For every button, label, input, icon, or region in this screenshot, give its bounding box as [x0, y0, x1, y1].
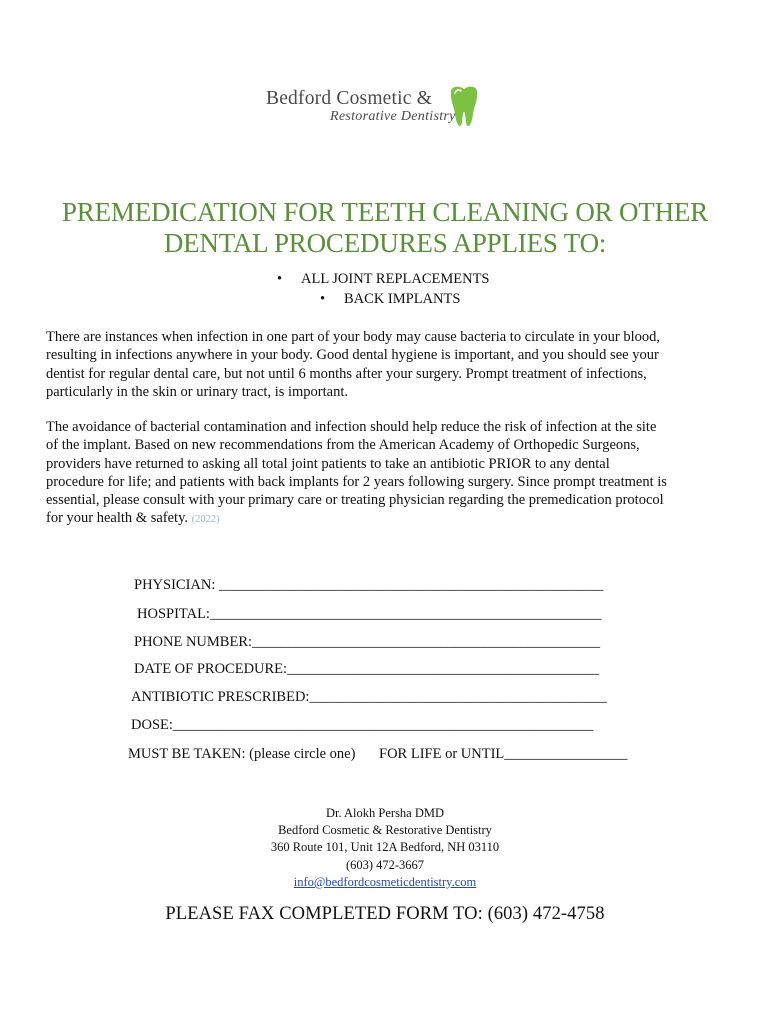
year-note: (2022): [191, 514, 220, 526]
bullet-icon: •: [277, 271, 283, 287]
logo-name-line2: Restorative Dentistry: [330, 109, 456, 124]
paragraph-line: The avoidance of bacterial contamination and infection should help reduce the risk of infection at the site: [46, 419, 657, 435]
list-item-text: BACK IMPLANTS: [344, 291, 461, 307]
practice-logo: [262, 84, 492, 130]
paragraph-line: There are instances when infection in one part of your body may cause bacteria to circulate in your blood,: [46, 329, 661, 345]
tooth-icon: [447, 84, 481, 128]
phone-number-field[interactable]: PHONE NUMBER:________________________________________________: [134, 634, 601, 650]
must-be-taken-label: MUST BE TAKEN: (please circle one): [128, 746, 356, 762]
list-item: [320, 291, 461, 308]
email-link[interactable]: info@bedfordcosmeticdentistry.com: [293, 874, 477, 889]
title-line-2: DENTAL PROCEDURES APPLIES TO:: [163, 228, 607, 258]
paragraph-line: providers have returned to asking all total joint patients to take an antibiotic PRIOR to any dental: [46, 455, 610, 472]
paragraph-line: of the implant. Based on new recommendations from the American Academy of Orthopedic Surgeons,: [46, 437, 640, 454]
paragraph-line: essential, please consult with your primary care or treating physician regarding the premedication protocol: [46, 492, 664, 509]
paragraph-infection-info: [46, 328, 736, 401]
paragraph-line-text: for your health & safety.: [46, 510, 188, 527]
antibiotic-prescribed-field[interactable]: ANTIBIOTIC PRESCRIBED:_________________________________________: [131, 689, 607, 705]
practice-phone: (603) 472-3667: [345, 857, 425, 872]
paragraph-last-line: [46, 509, 736, 529]
paragraph-line: resulting in infections anywhere in your body. Good dental hygiene is important, and you should see your: [46, 347, 659, 364]
title-line-1: PREMEDICATION FOR TEETH CLEANING OR OTHER: [61, 197, 709, 227]
physician-field[interactable]: PHYSICIAN: _____________________________________________________: [134, 577, 604, 593]
contact-info: [0, 805, 770, 891]
fax-instruction: PLEASE FAX COMPLETED FORM TO: (603) 472-4758: [165, 904, 605, 924]
paragraph-line: particularly in the skin or urinary tract, is important.: [46, 383, 349, 400]
bullet-icon: •: [320, 291, 326, 307]
paragraph-line: dentist for regular dental care, but not until 6 months after your surgery. Prompt treatment of infections,: [46, 365, 647, 382]
hospital-field[interactable]: HOSPITAL:______________________________________________________: [137, 606, 602, 622]
practice-name: Bedford Cosmetic & Restorative Dentistry: [278, 823, 492, 838]
dose-field[interactable]: DOSE:__________________________________________________________: [131, 717, 594, 733]
paragraph-recommendations: [46, 418, 736, 530]
practice-address: 360 Route 101, Unit 12A Bedford, NH 03110: [270, 840, 500, 855]
must-be-taken-options[interactable]: FOR LIFE or UNTIL_________________: [379, 746, 628, 762]
list-item-text: ALL JOINT REPLACEMENTS: [301, 271, 490, 287]
doctor-name: Dr. Alokh Persha DMD: [325, 806, 445, 820]
date-of-procedure-field[interactable]: DATE OF PROCEDURE:___________________________________________: [134, 661, 599, 677]
paragraph-line: procedure for life; and patients with back implants for 2 years following surgery. Since prompt treatment is: [46, 473, 667, 490]
logo-name-line1: Bedford Cosmetic &: [266, 88, 433, 109]
document-title: [0, 197, 770, 259]
list-item: [277, 271, 490, 288]
